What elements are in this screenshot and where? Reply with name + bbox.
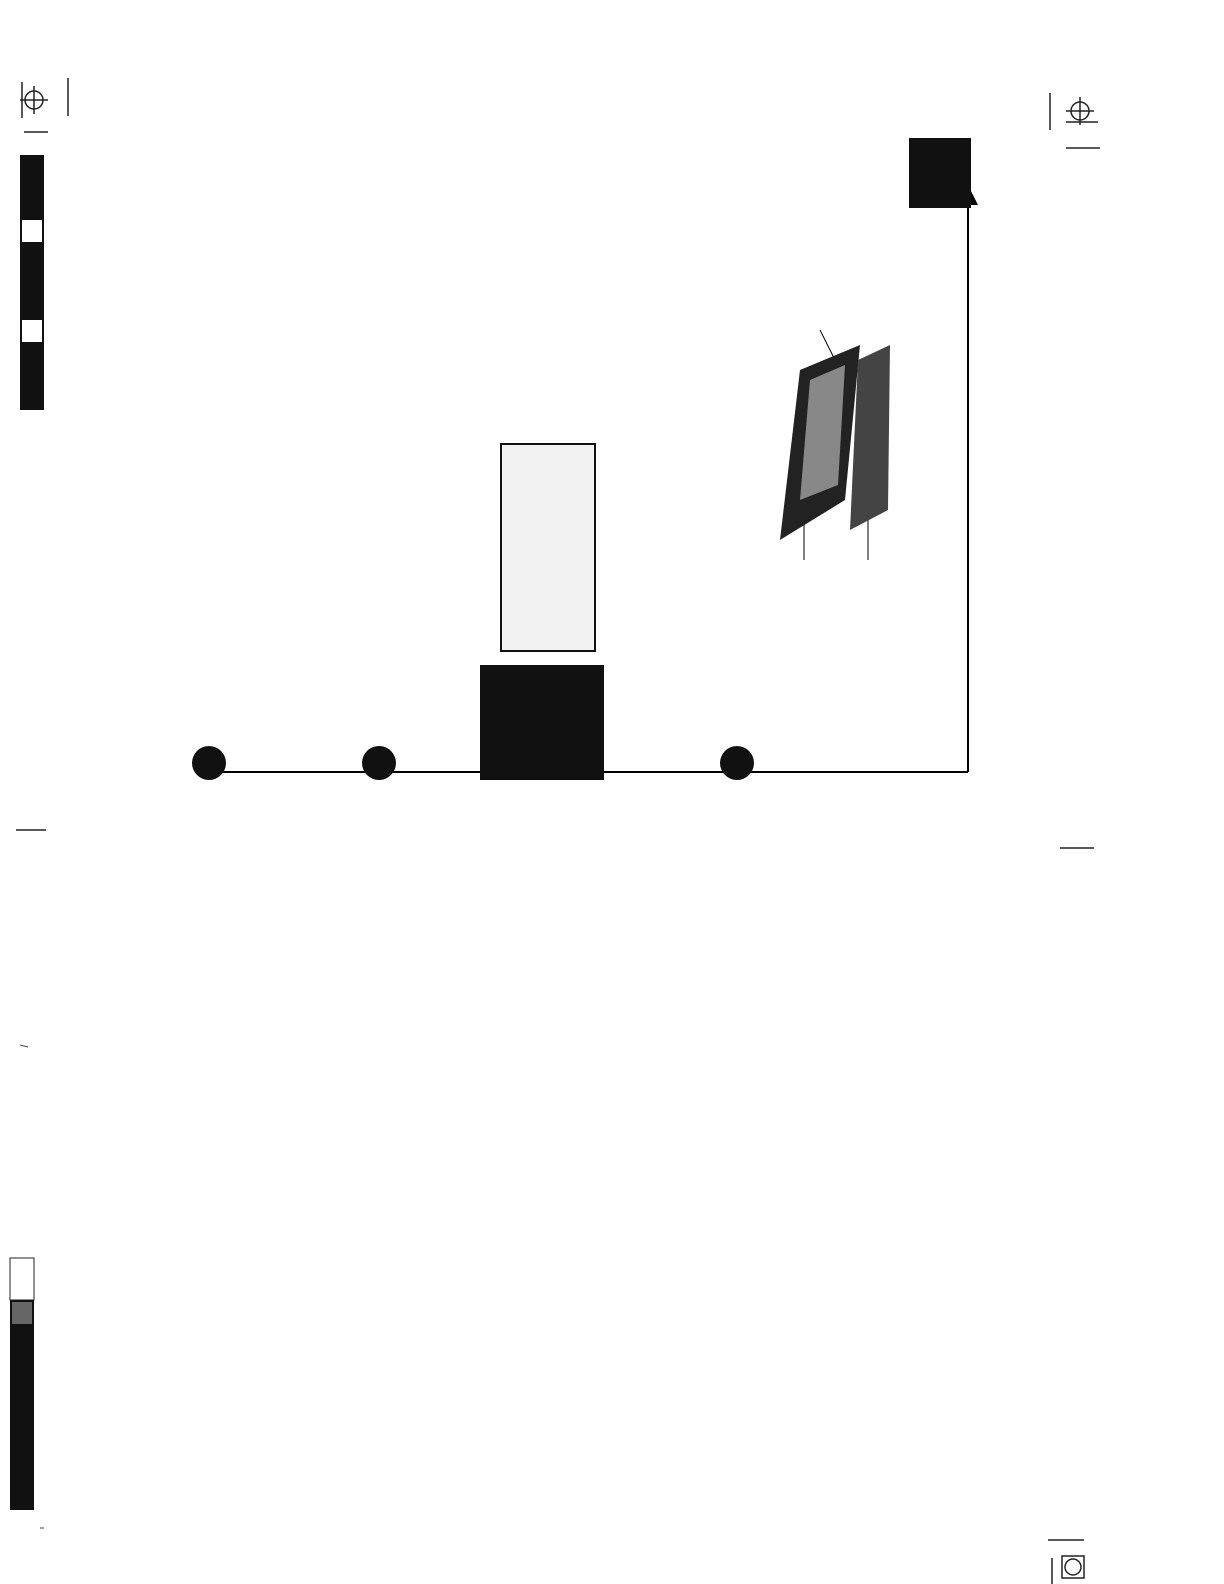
scanner-illustration <box>740 300 920 560</box>
step-2-number <box>362 746 396 780</box>
start-menu-screenshot <box>480 665 604 780</box>
step-1-number <box>192 746 226 780</box>
run-dialog-screenshot <box>500 443 596 652</box>
crosshair-icon <box>1048 1540 1084 1584</box>
crosshair-icon <box>1066 97 1098 125</box>
step-3-number <box>720 746 754 780</box>
crosshair-icon <box>20 82 48 118</box>
guide-content <box>100 20 1000 780</box>
